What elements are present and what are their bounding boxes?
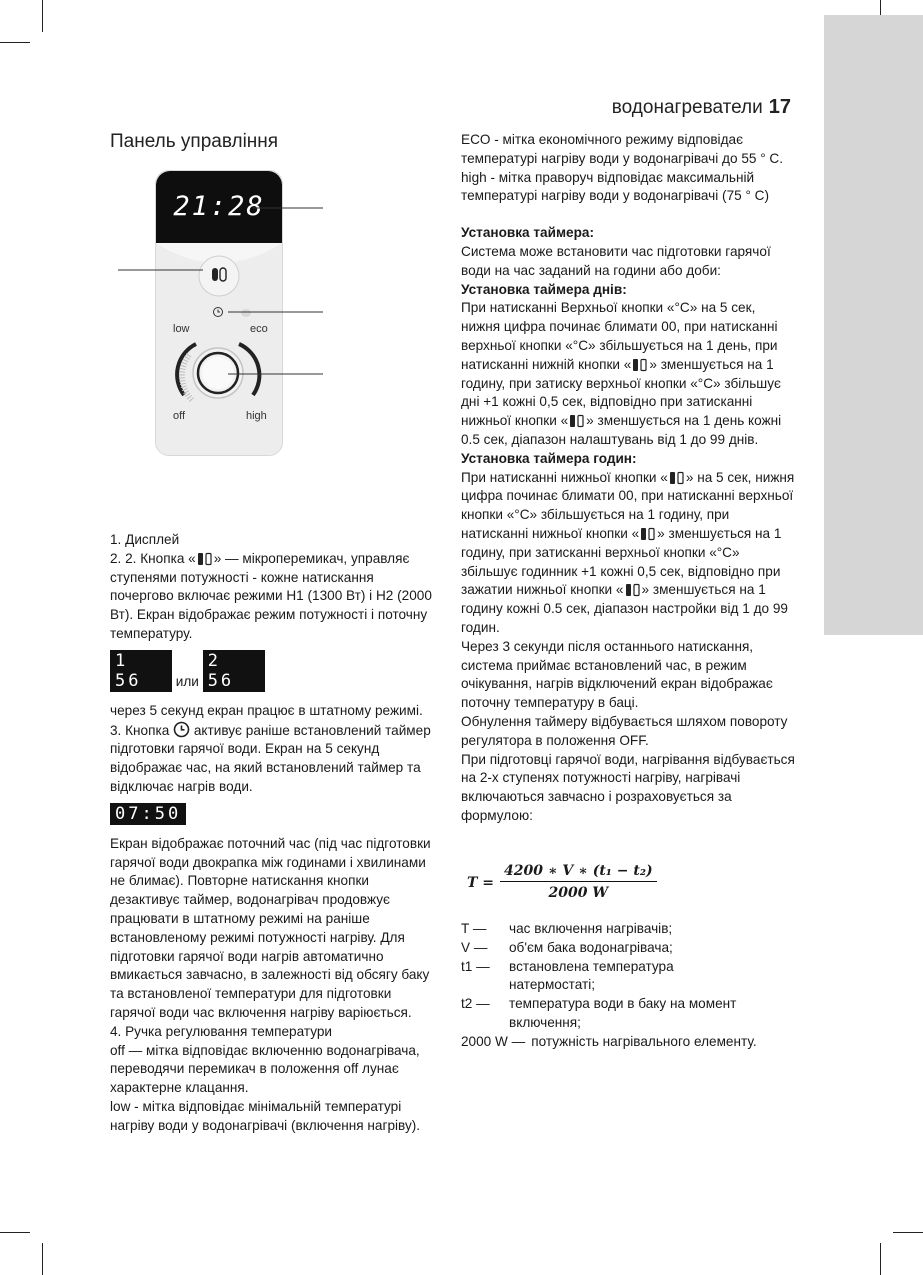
off-text: off — мітка відповідає включенню водонагрівача, переводячи перемикач в положення off лунає характерне клацання.	[110, 1042, 420, 1096]
timer-heading: Установка таймера:	[461, 225, 594, 241]
lcd-examples	[110, 650, 440, 692]
prep-text: При підготовці гарячої води, нагрівання відбувається на 2-х ступенях потужності нагріву, нагрівачі включаються завчасно і розраховується за формулою:	[461, 751, 795, 823]
legend-row: 2000 W — потужність нагрівального елементу.	[461, 1033, 757, 1049]
panel-label-high: high	[246, 410, 267, 422]
hours-text: При натисканні нижньої кнопки « » на 5 сек, нижня цифра починає блимати 00, при натисканні верхньої кнопки «°С» збільшується на 1 годину, при натисканні нижньої кнопки « » зменшується на 1 годину, при затисканні верхньої кнопки «°С» збільшує годинник +1 кожні 0,5 сек, відповідно при зажатии нижньої кнопки « » зменшується на 1 годину кожні 0.5 сек, діапазон настройки від 1 до 99 годин.	[461, 469, 795, 635]
lcd-timer-example	[110, 803, 440, 825]
formula-legend	[461, 920, 791, 1052]
formula-lhs: T =	[467, 874, 495, 891]
section-title: Панель управління	[110, 131, 279, 152]
legend-row: V — об'єм бака водонагрівача;	[461, 939, 673, 955]
screen-text: Екран відображає поточний час (під час підготовки гарячої води двокрапка між годинами і хвилинами не блимає). Повторне натискання кнопки дезактивує таймер, водонагрівач продовжує працювати в штатному режимі на раніше встановленому режимі потужності нагріву. Для підготовки гарячої води нагрів автоматично вмикається завчасно, в залежності від обсягу баку та встановленої температури для підготовки гарячої води час включення нагріву варіюється.	[110, 835, 431, 1020]
lcd-or-text: или	[175, 673, 199, 689]
side-tab	[824, 15, 923, 635]
power-switch-icon	[624, 583, 642, 597]
power-switch-icon	[639, 527, 657, 541]
panel-label-off: off	[173, 410, 186, 422]
header-title: водонагреватели	[611, 97, 763, 118]
days-text: При натисканні Верхньої кнопки «°С» на 5 сек, нижня цифра починає блимати 00, при натисканні верхньої кнопки «°С» збільшується на 1 день, при натисканні нижній кнопки « » зменшується на 1 годину, при затиску верхньої кнопки «°С» збільшує дні +1 кожні 0,5 сек, відповідно при затисканні нижньої кнопки « » зменшується на 1 день кожні 0.5 сек, діапазон налаштувань від 1 до 99 днів.	[461, 300, 782, 447]
crop-mark	[0, 42, 30, 43]
days-heading: Установка таймера днів:	[461, 281, 627, 297]
high-text: high - мітка праворуч відповідає максимальній температурі нагріву води у водонагрівачі (75 ° С)	[461, 169, 770, 204]
right-column	[461, 131, 796, 826]
crop-mark	[42, 1243, 43, 1275]
panel-label-eco: eco	[250, 323, 268, 335]
lcd-mode-2: 2 56	[203, 650, 265, 692]
power-switch-icon	[196, 552, 214, 566]
item-display: 1. Дисплей	[110, 532, 180, 547]
crop-mark	[0, 1232, 30, 1233]
panel-label-low: low	[173, 323, 190, 335]
legend-row: t1 — встановлена температура натермостаті;	[461, 958, 674, 993]
power-switch-icon	[668, 471, 686, 485]
formula-numerator: 4200 ∗ V ∗ (t₁ − t₂)	[500, 863, 657, 882]
lcd-mode-1: 1 56	[110, 650, 172, 692]
crop-mark	[880, 1243, 881, 1275]
legend-row: T — час включення нагрівачів;	[461, 921, 673, 936]
page-number: 17	[768, 96, 791, 118]
crop-mark	[42, 0, 43, 32]
callout-lines	[118, 200, 328, 380]
page-header	[612, 96, 791, 119]
timer-text: Система може встановити час підготовки гарячої води на час заданий на години або доби:	[461, 243, 771, 278]
panel-display-time: 21:28	[173, 191, 265, 222]
item-timer-button: 3. Кнопка активує раніше встановлений таймер підготовки гарячої води. Екран на 5 секунд відображає час, на який встановлений таймер та відключає нагрів води.	[110, 722, 431, 794]
item-power-button: 2. 2. Кнопка « » — мікроперемикач, управляє ступенями потужності - кожне натискання почергово включає режими H1 (1300 Вт) і H2 (2000 Вт). Екран відображає режим потужності і поточну температуру.	[110, 550, 432, 641]
lcd-timer: 07:50	[110, 803, 186, 825]
left-column	[110, 531, 440, 1136]
item-knob: 4. Ручка регулювання температури	[110, 1023, 333, 1039]
formula	[466, 863, 657, 902]
after-text: Через 3 секунди після останнього натискання, система приймає встановлений час, в режим очікування, нагрів відключений екран відображає поточну температуру в баці.	[461, 638, 773, 711]
hours-heading: Установка таймера годин:	[461, 450, 637, 466]
formula-denominator: 2000 W	[548, 885, 609, 901]
timer-clock-icon	[173, 721, 190, 738]
eco-text: ECO - мітка економічного режиму відповідає температурі нагріву води у водонагрівачі до 55 ° С.	[461, 132, 784, 166]
low-text: low - мітка відповідає мінімальній температурі нагріву води у водонагрівачі (включення нагріву).	[110, 1098, 421, 1133]
power-switch-icon	[568, 414, 586, 428]
power-switch-icon	[631, 358, 649, 372]
after-lcd-text: через 5 секунд екран працює в штатному режимі.	[110, 702, 423, 718]
crop-mark	[893, 1232, 923, 1233]
reset-text: Обнулення таймеру відбувається шляхом повороту регулятора в положення OFF.	[461, 713, 788, 748]
legend-row: t2 — температура води в баку на момент включення;	[461, 996, 737, 1030]
